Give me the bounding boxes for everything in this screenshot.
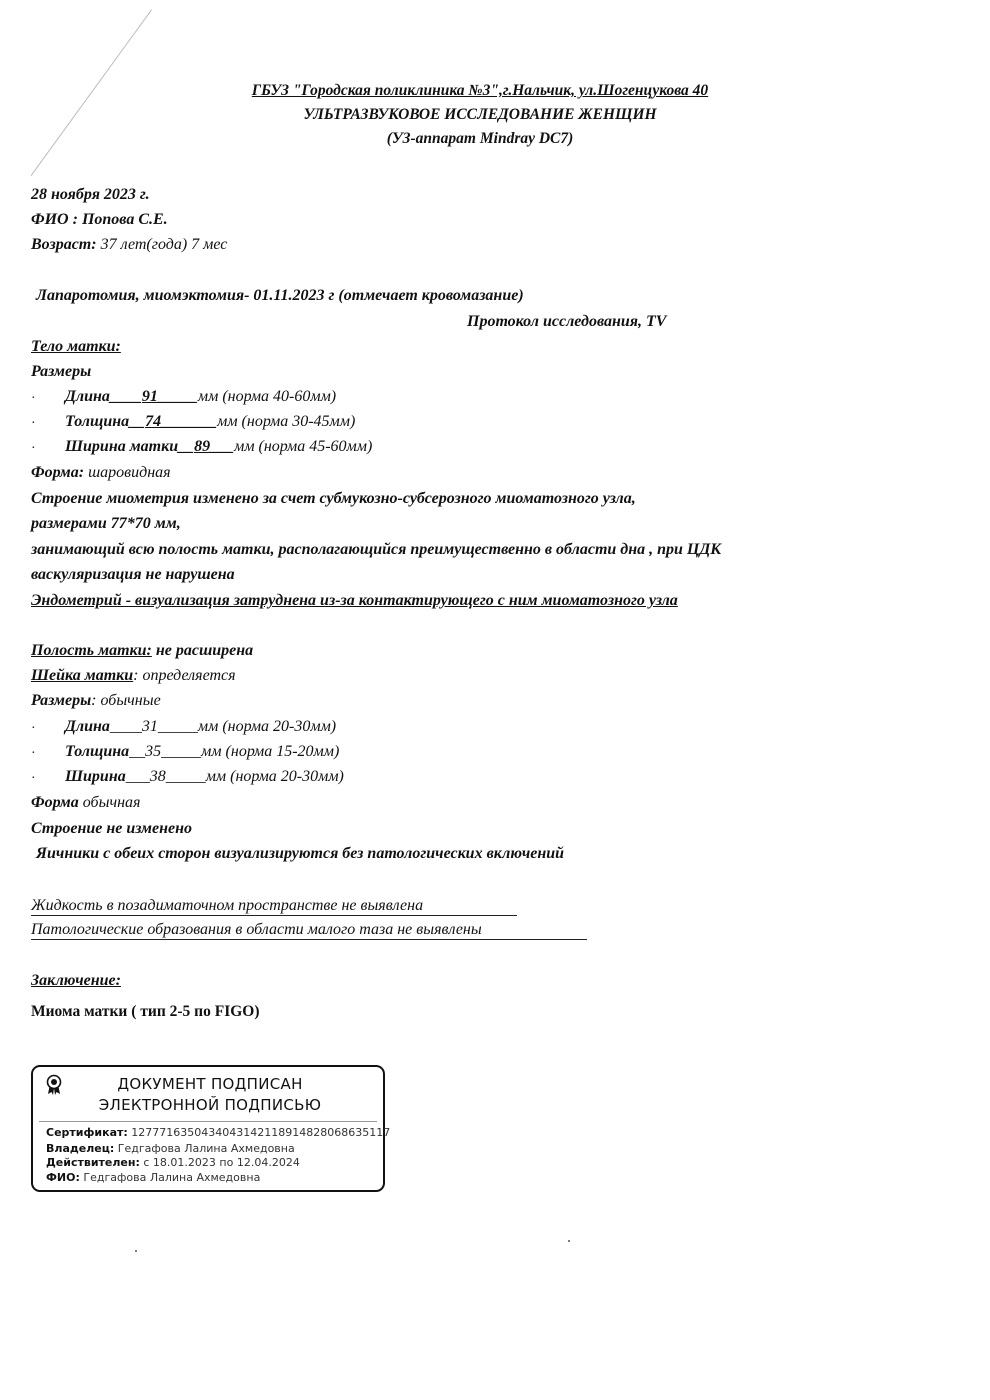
uterus-width-unit: мм (норма 45-60мм) bbox=[234, 438, 373, 455]
age-label: Возраст: bbox=[31, 236, 97, 253]
cervix-width-line bbox=[65, 768, 344, 786]
cervix-length-label: Длина bbox=[65, 718, 110, 735]
bullet: · bbox=[31, 721, 36, 736]
myometrium-line-4: васкуляризация не нарушена bbox=[31, 566, 235, 583]
myometrium-line-1: Строение миометрия изменено за счет субмукозно-субсерозного миоматозного узла, bbox=[31, 490, 636, 507]
fio-value: Попова С.Е. bbox=[81, 211, 168, 228]
cervix-thickness-unit: мм (норма 15-20мм) bbox=[201, 743, 340, 760]
uterus-sizes-label: Размеры bbox=[31, 363, 92, 380]
certificate-value: 1277716350434043142118914828068635117 bbox=[131, 1126, 391, 1139]
scan-speck bbox=[568, 1240, 570, 1242]
cervix-line bbox=[31, 667, 236, 685]
uterus-body-heading: Тело матки: bbox=[31, 338, 121, 355]
uterus-length-unit: мм (норма 40-60мм) bbox=[197, 388, 337, 405]
uterus-thickness-line bbox=[65, 413, 355, 431]
device-label: (УЗ-аппарат Mindray DC7) bbox=[386, 130, 574, 147]
uterus-thickness-unit: мм (норма 30-45мм) bbox=[217, 413, 356, 430]
stamp-owner-row bbox=[46, 1142, 295, 1155]
valid-value: с 18.01.2023 по 12.04.2024 bbox=[143, 1156, 300, 1169]
scan-speck bbox=[135, 1250, 137, 1252]
uterus-length-label: Длина____ bbox=[65, 388, 142, 405]
uterus-width-label: Ширина матки__ bbox=[65, 438, 195, 455]
stamp-valid-row bbox=[46, 1156, 300, 1169]
bullet: · bbox=[31, 441, 36, 456]
cervix-length-value: ____31_____ bbox=[109, 718, 198, 735]
owner-value: Гедгафова Лалина Ахмедовна bbox=[117, 1142, 295, 1155]
conclusion-text: Миома матки ( тип 2-5 по FIGO) bbox=[31, 1003, 260, 1020]
document-title: УЛЬТРАЗВУКОВОЕ ИССЛЕДОВАНИЕ ЖЕНЩИН bbox=[303, 106, 657, 123]
valid-label: Действителен: bbox=[46, 1156, 140, 1169]
uterus-length-line bbox=[65, 388, 336, 406]
cervix-sizes-label: Размеры bbox=[31, 692, 92, 709]
cavity-label: Полость матки: bbox=[31, 642, 152, 659]
cervix-thickness-line bbox=[65, 743, 339, 761]
protocol-line: Протокол исследования, TV bbox=[467, 313, 667, 330]
pathology-underline bbox=[31, 939, 587, 940]
fio-label: ФИО : bbox=[31, 211, 78, 228]
uterus-thickness-label: Толщина__ bbox=[65, 413, 146, 430]
stamp-title-2: ЭЛЕКТРОННОЙ ПОДПИСЬЮ bbox=[98, 1096, 322, 1114]
uterus-width-value: 89 bbox=[194, 438, 211, 455]
cervix-shape-value: обычная bbox=[78, 794, 141, 811]
cervix-shape-line bbox=[31, 794, 140, 812]
cervix-structure-line: Строение не изменено bbox=[31, 820, 192, 837]
cervix-length-line bbox=[65, 718, 336, 736]
cervix-value: : определяется bbox=[133, 667, 236, 684]
patient-age-line bbox=[31, 236, 227, 254]
uterus-shape-line bbox=[31, 464, 171, 482]
cervix-width-unit: мм (норма 20-30мм) bbox=[205, 768, 344, 785]
uterus-width-fill: ___ bbox=[210, 438, 235, 455]
stamp-certificate-row bbox=[46, 1126, 390, 1139]
patient-name-line bbox=[31, 211, 168, 229]
uterus-width-line bbox=[65, 438, 372, 456]
uterus-length-value: 91 bbox=[141, 388, 158, 405]
ovaries-line: Яичники с обеих сторон визуализируются без патологических включений bbox=[36, 845, 565, 862]
bullet: · bbox=[31, 416, 36, 431]
uterus-thickness-fill: _______ bbox=[161, 413, 218, 430]
certificate-label: Сертификат: bbox=[46, 1126, 128, 1139]
myometrium-line-2: размерами 77*70 мм, bbox=[31, 515, 181, 532]
owner-label: Владелец: bbox=[46, 1142, 115, 1155]
signer-fio-value: Гедгафова Лалина Ахмедовна bbox=[83, 1171, 261, 1184]
cervix-thickness-value: __35_____ bbox=[129, 743, 202, 760]
uterus-shape-value: шаровидная bbox=[88, 464, 171, 481]
cervix-thickness-label: Толщина bbox=[65, 743, 130, 760]
stamp-title-1: ДОКУМЕНТ ПОДПИСАН bbox=[117, 1075, 303, 1093]
institution-header: ГБУЗ "Городская поликлиника №3",г.Нальчик, ул.Шогенцукова 40 bbox=[251, 82, 709, 99]
stamp-divider bbox=[39, 1121, 377, 1122]
uterus-length-fill: _____ bbox=[157, 388, 198, 405]
pathology-line: Патологические образования в области малого таза не выявлены bbox=[31, 921, 482, 938]
exam-date: 28 ноября 2023 г. bbox=[31, 186, 150, 203]
cervix-length-unit: мм (норма 20-30мм) bbox=[197, 718, 337, 735]
uterus-shape-label: Форма: bbox=[31, 464, 85, 481]
cervix-sizes-line bbox=[31, 692, 161, 710]
history-line: Лапаротомия, миомэктомия- 01.11.2023 г (отмечает кровомазание) bbox=[36, 287, 524, 304]
cavity-line bbox=[31, 642, 253, 660]
cervix-width-value: ___38_____ bbox=[125, 768, 206, 785]
cavity-value: не расширена bbox=[151, 642, 254, 659]
myometrium-line-3: занимающий всю полость матки, располагающийся преимущественно в области дна , при ЦДК bbox=[31, 541, 722, 558]
cervix-width-label: Ширина bbox=[65, 768, 126, 785]
electronic-signature-stamp bbox=[31, 1065, 391, 1192]
uterus-thickness-value: 74 bbox=[145, 413, 162, 430]
age-value: 37 лет(года) 7 мес bbox=[100, 236, 228, 253]
stamp-fio-row bbox=[46, 1171, 260, 1184]
cervix-label: Шейка матки bbox=[31, 667, 134, 684]
fluid-line: Жидкость в позадиматочном пространстве не выявлена bbox=[31, 897, 424, 914]
endometrium-line: Эндометрий - визуализация затруднена из-за контактирующего с ним миоматозного узла bbox=[31, 592, 678, 609]
bullet: · bbox=[31, 746, 36, 761]
cervix-sizes-value: : обычные bbox=[91, 692, 161, 709]
cervix-shape-label: Форма bbox=[31, 794, 79, 811]
conclusion-heading: Заключение: bbox=[31, 972, 121, 989]
signer-fio-label: ФИО: bbox=[46, 1171, 80, 1184]
fluid-underline bbox=[31, 915, 517, 916]
bullet: · bbox=[31, 391, 36, 406]
bullet: · bbox=[31, 771, 36, 786]
